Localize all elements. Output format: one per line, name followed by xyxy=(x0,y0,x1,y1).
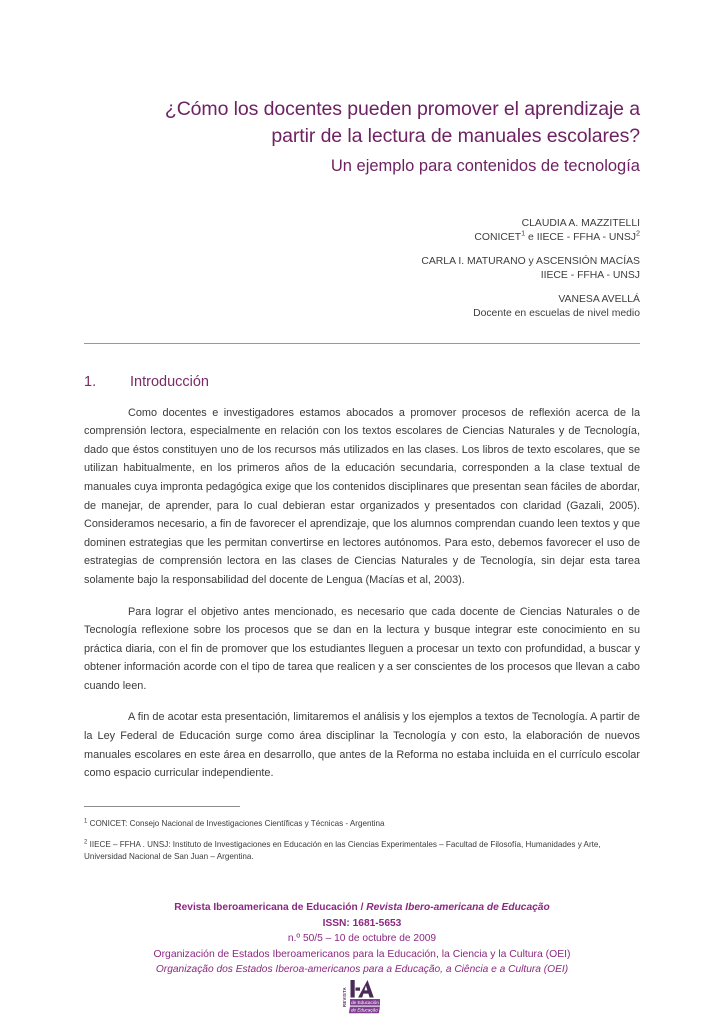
footer-logo xyxy=(0,976,724,1016)
svg-text:de Educación: de Educación xyxy=(351,999,379,1005)
svg-text:de Educação: de Educação xyxy=(350,1007,379,1013)
footer-organization-es: Organización de Estados Iberoamericanos para la Educación, la Ciencia y la Cultura (OEI) xyxy=(153,948,571,960)
footer-journal-title xyxy=(0,900,724,916)
page-title-line-1: ¿Cómo los docentes pueden promover el aprendizaje a xyxy=(164,98,640,120)
svg-text:REVISTA: REVISTA xyxy=(342,987,347,1007)
author-affiliation: IIECE - FFHA - UNSJ xyxy=(540,269,640,281)
page-title-line-2: partir de la lectura de manuales escolares? xyxy=(271,125,640,147)
footnote-marker-2: 2 xyxy=(636,228,640,238)
page-subtitle: Un ejemplo para contenidos de tecnología xyxy=(330,157,640,175)
footnote-divider xyxy=(84,806,240,807)
author-block xyxy=(84,217,640,321)
paragraph: Para lograr el objetivo antes mencionado, es necesario que cada docente de Ciencias Naturales o de Tecnología reflexione sobre los procesos que se dan en la lectura y busque integrar este conocimiento en su práctica diaria, con el fin de promover que los estudiantes lleguen a procesar un texto con profundidad, a buscar y obtener información acorde con el tipo de tarea que realicen y a ser conscientes de los procesos que llevan a cabo cuando leen. xyxy=(84,605,640,692)
author-name: VANESA AVELLÁ xyxy=(558,294,640,306)
footnote-marker-1: 1 xyxy=(521,228,526,238)
body-text xyxy=(84,404,640,783)
section-heading xyxy=(84,372,640,392)
footnote-marker: 1 xyxy=(84,818,88,825)
header-divider xyxy=(84,343,640,344)
title-block xyxy=(84,0,640,179)
footnote-item xyxy=(84,839,640,863)
author-entry xyxy=(84,255,640,282)
footnote-text: IIECE – FFHA . UNSJ: Instituto de Investigaciones en Educación en las Ciencias Experimentales – Facultad de Filosofía, Humanidades y Arte, Universidad Nacional de San Juan – Argentina. xyxy=(84,840,601,862)
author-entry xyxy=(84,293,640,320)
journal-separator: / xyxy=(357,902,367,913)
author-affiliation: Docente en escuelas de nivel medio xyxy=(473,307,640,319)
author-name: CLAUDIA A. MAZZITELLI xyxy=(521,218,640,229)
author-affiliation xyxy=(84,228,640,245)
footer-issue: n.º 50/5 – 10 de octubre de 2009 xyxy=(287,933,437,944)
affiliation-text: CONICET xyxy=(474,231,522,243)
paragraph: Como docentes e investigadores estamos abocados a promover procesos de reflexión acerca de la comprensión lectora, especialmente en relación con los textos escolares de Ciencias Naturales y de Tecnología, dado que éstos constituyen uno de los recursos más utilizados en las clases. Los libros de texto escolares, que se utilizan habitualmente, en los primeros años de la educación secundaria, corresponden a la clase textual de manuales cuya impronta pedagógica exige que los contenidos disciplinares que presentan sean fáciles de abordar, de manejar, de aprender, para lo cual debieran estar organizados y presentados con claridad (Gazali, 2005). Consideramos necesario, a fin de favorecer el aprendizaje, que los alumnos comprendan cuando leen textos y que dominen estrategias que les permitan convertirse en lectores autónomos. Para esto, debemos favorecer el uso de estrategias de comprensión lectora en las clases de Ciencias Naturales y de Tecnología, sin dejar esta tarea solamente bajo la responsabilidad del docente de Lengua (Macías et al, 2003). xyxy=(84,406,640,586)
paragraph: A fin de acotar esta presentación, limitaremos el análisis y los ejemplos a textos de Tecnología. A partir de la Ley Federal de Educación surge como área disciplinar la Tecnología y con esto, la elaboración de nuevos manuales escolares en este área en desarrollo, que antes de la Reforma no estaba incluida en el currículo escolar como espacio curricular independiente. xyxy=(84,711,640,780)
footnote-marker: 2 xyxy=(84,839,88,846)
journal-title-es: Revista Iberoamericana de Educación xyxy=(174,902,358,913)
footer-issn: ISSN: 1681-5653 xyxy=(322,917,402,929)
affiliation-text-mid: e IIECE - FFHA - UNSJ xyxy=(525,231,636,243)
page-footer xyxy=(0,900,724,978)
rie-logo-icon xyxy=(339,976,385,1016)
footer-organization-pt: Organização dos Estados Iberoa-americanos para a Educação, a Ciência e a Cultura (OEI) xyxy=(155,964,569,975)
footnote-text: CONICET: Consejo Nacional de Investigaciones Científicas y Técnicas - Argentina xyxy=(89,819,385,828)
author-entry xyxy=(84,217,640,244)
section-title: Introducción xyxy=(130,373,209,390)
journal-title-pt: Revista Ibero-americana de Educação xyxy=(366,902,550,913)
author-name: CARLA I. MATURANO y ASCENSIÓN MACÍAS xyxy=(421,256,640,268)
section-number: 1. xyxy=(84,373,97,390)
footnotes-block xyxy=(84,806,640,864)
footnote-item xyxy=(84,818,640,830)
